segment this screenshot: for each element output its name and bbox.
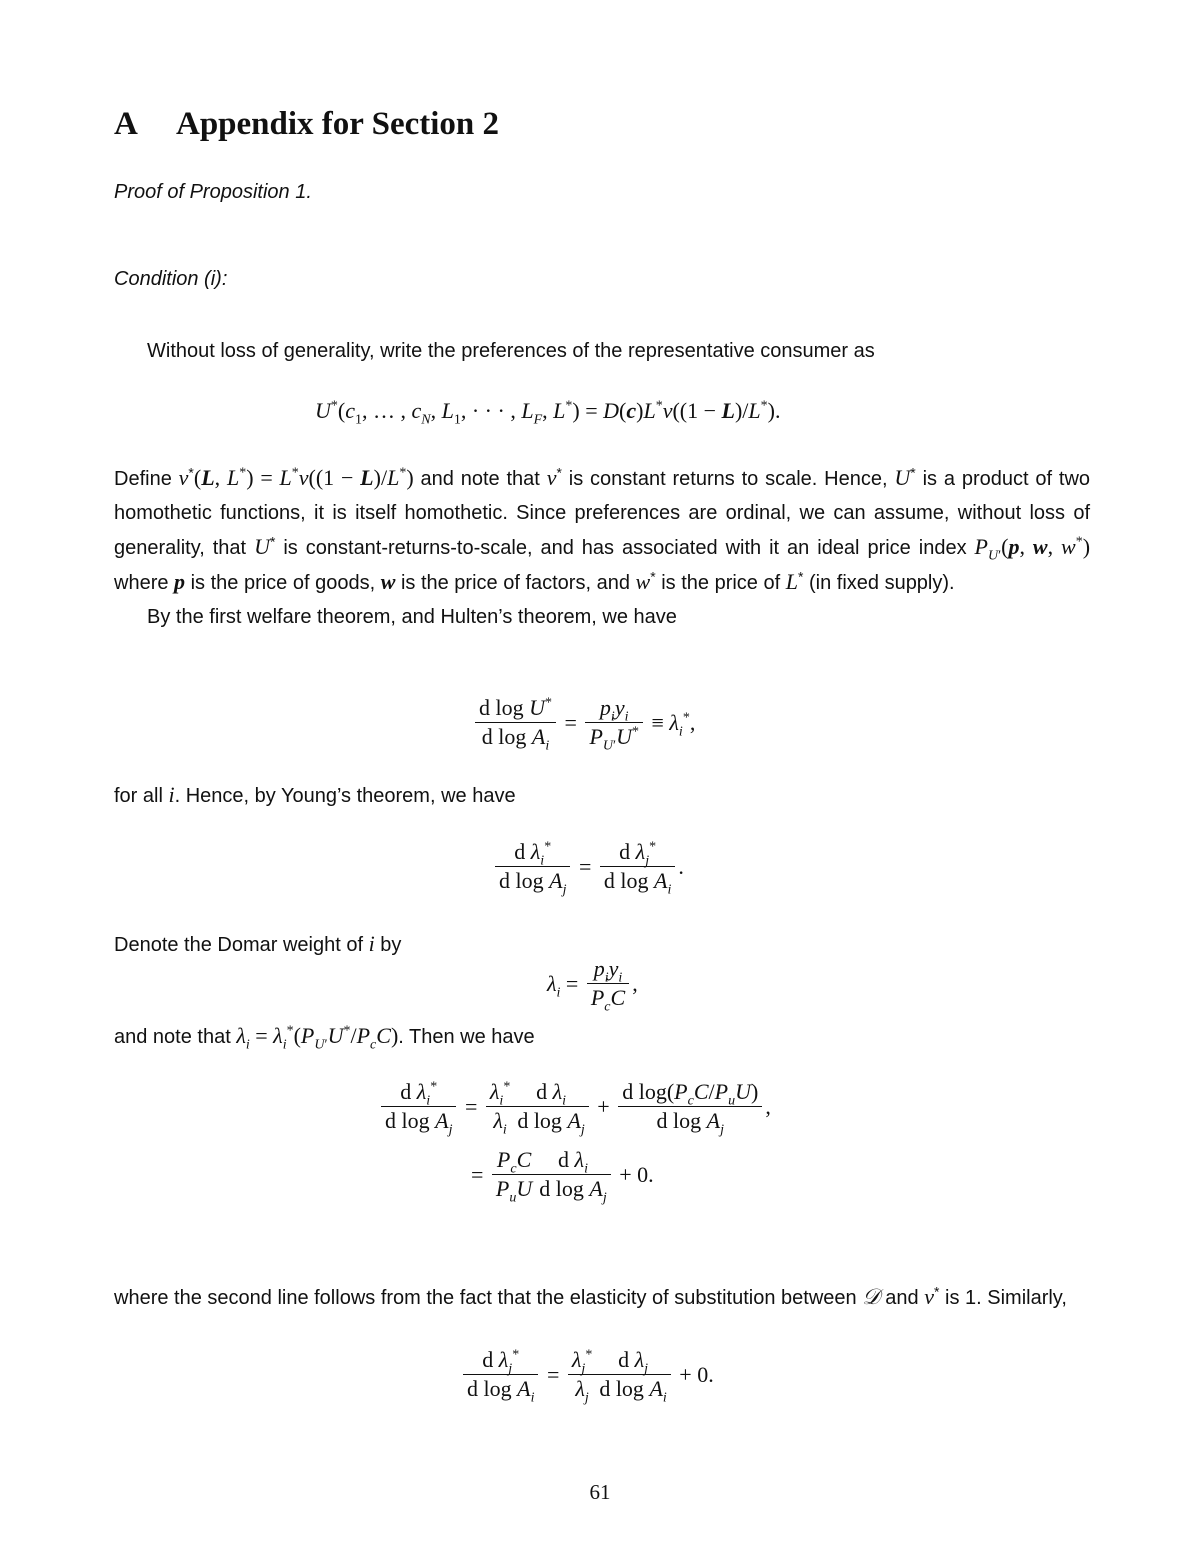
section-title: Appendix for Section 2 <box>176 106 500 142</box>
note-line: and note that $\lambda_i = \lambda_i^*(P_{U'}U^*/P_cC)$. Then we have <box>114 1023 535 1053</box>
section-heading <box>114 106 499 143</box>
section-number: A <box>114 106 138 142</box>
derivative-equation-line1: $\frac{d \lambda_i^*}{d \log A_j}$ = $\frac{\lambda_i^*}{\lambda_i}$ $\frac{d \lambda_i}{d \log A_j}$ + $\frac{d \log(P_cC/P_uU)}{d \log A_j}$ , <box>378 1078 771 1135</box>
forall-line: for all i. Hence, by Young’s theorem, we have <box>114 782 516 807</box>
domar-line: Denote the Domar weight of i by <box>114 931 402 956</box>
domar-equation: $\lambda_i$ = $\frac{p_iy_i}{P_cC}$ , <box>547 956 638 1015</box>
young-equation: $\frac{d \lambda_i^*}{d \log A_j}$ = $\frac{d \lambda_j^*}{d \log A_i}$ . <box>492 838 684 895</box>
hulten-equation: $\frac{d \log U^*}{d \log A_i}$ = $\frac{p_iy_i}{P_{U'}U^*}$ ≡ $\lambda_i^*$, <box>472 694 695 751</box>
where-paragraph: where the second line follows from the fact that the elasticity of substitution between 𝒟 and v* is 1. Similarly, <box>114 1283 1067 1309</box>
page-number: 61 <box>589 1480 611 1504</box>
define-paragraph: Define v*(L, L*) = L*v((1 − L)/L*) and note that v* is constant returns to scale. Hence, U* is a product of two homothetic functions, it is itself homothetic. Since preferences are ordinal, we can assume, without loss of generality, that U* is constant-returns-to-scale, and has associated with it an ideal price index $P_{U'}(p$, w, w*) where p is the price of goods, w is the price of factors, and w* is the price of L* (in fixed supply). By the first welfare theorem, and Hulten’s theorem, we have <box>114 461 1090 634</box>
utility-equation: $U^*(c_1$, … , $c_N$, $L_1$, · · · , $L_F$, L*) = D(c)L*v((1 − L)/L*). <box>315 398 781 428</box>
welfare-line: By the first welfare theorem, and Hulten’s theorem, we have <box>147 606 677 628</box>
derivative-equation-line2: = $\frac{P_cC}{P_uU}$ $\frac{d \lambda_i}{d \log A_j}$ + 0. <box>471 1147 654 1206</box>
condition-label: Condition (i): <box>114 268 228 290</box>
intro-paragraph: Without loss of generality, write the preferences of the representative consumer as <box>147 340 875 362</box>
similarly-equation: $\frac{d \lambda_j^*}{d \log A_i}$ = $\frac{\lambda_j^*}{\lambda_j}$ $\frac{d \lambda_j}{d \log A_i}$ + 0. <box>460 1346 714 1403</box>
proof-label: Proof of Proposition 1. <box>114 181 312 203</box>
